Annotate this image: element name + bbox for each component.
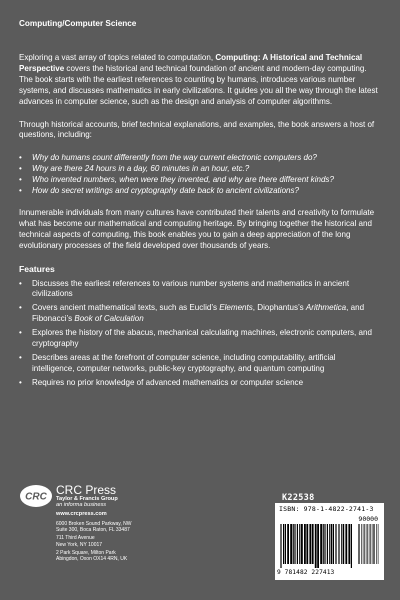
barcode-bar (367, 524, 368, 564)
barcode-bar (329, 524, 330, 564)
publisher-group: Taylor & Francis Group (56, 496, 118, 502)
address-new-york (56, 535, 179, 547)
book-arithmetica: Arithmetica (305, 303, 347, 313)
innumerable-paragraph: Innumerable individuals from many cultures have contributed their talents and creativity to formulate what has become our mathematical and computing heritage. By bringing together the historical and technical aspects of computing, this book enables you to gain a deep appreciation of the long evolutionary processes of the field developed over thousands of years. (19, 207, 375, 250)
barcode-bar (364, 524, 365, 564)
book-elements: Elements (219, 303, 253, 313)
barcode-bar (361, 524, 362, 564)
barcode-bar (378, 524, 379, 564)
barcode-bar (309, 524, 311, 564)
barcode-bar (306, 524, 308, 564)
barcode-bar (370, 524, 371, 564)
isbn-label: ISBN: 978-1-4822-2741-3 (279, 505, 374, 513)
barcode-bar (304, 524, 306, 564)
barcode-bar (341, 524, 342, 564)
barcode-bar (339, 524, 340, 564)
barcode-bars (279, 524, 353, 568)
question-item: • How do secret writings and cryptography date back to ancient civilizations? (19, 186, 379, 197)
barcode-bar (345, 524, 347, 564)
barcode-bar (359, 524, 360, 564)
features-heading: Features (19, 263, 55, 274)
question-item: • Why do humans count differently from the way current electronic computers do? (19, 153, 379, 164)
address-line: Suite 300, Boca Raton, FL 33487 (56, 527, 130, 534)
barcode-bar (280, 524, 281, 568)
barcode-bar (315, 524, 317, 568)
publisher-business: an informa business (56, 502, 107, 509)
barcode-bar (363, 524, 364, 564)
barcode-bar (366, 524, 367, 564)
barcode-bar (293, 524, 294, 564)
barcode-addon-bars (357, 524, 380, 564)
publisher-logo-row (19, 484, 179, 509)
intro-paragraph (19, 53, 379, 108)
barcode-bar (323, 524, 324, 564)
barcode-bar (301, 524, 303, 564)
barcode-bar (331, 524, 332, 564)
address-line: New York, NY 10017 (56, 541, 103, 548)
feature-item: • Discusses the earliest references to various number systems and mathematics in ancient civilizations (19, 279, 379, 301)
crc-logo-text: CRC (25, 491, 47, 503)
feature-item: • Explores the history of the abacus, mechanical calculating machines, electronic computers, and cryptography (19, 328, 379, 350)
feature-text: , and Fibonacci’s (32, 303, 365, 324)
barcode-bar (351, 524, 352, 568)
barcode-bar (312, 524, 314, 564)
intro-part1: Exploring a vast array of topics related to computation, (19, 53, 216, 62)
barcode-bar (376, 524, 377, 564)
barcode-bar (299, 524, 300, 564)
barcode-bar (320, 524, 322, 564)
barcode-bar (373, 524, 374, 564)
publisher-name-block (56, 484, 118, 509)
crc-logo (19, 484, 53, 508)
barcode-bar (287, 524, 289, 564)
question-item: • Why are there 24 hours in a day, 60 minutes in an hour, etc.? (19, 164, 379, 175)
barcode-bar (324, 524, 325, 564)
feature-text: Covers ancient mathematical texts, such as Euclid’s (32, 303, 220, 313)
publisher-url[interactable]: www.crcpress.com (56, 510, 107, 517)
question-item: • Who invented numbers, when were they invented, and why are there different kinds? (19, 175, 379, 186)
barcode-bar (290, 524, 292, 564)
book-title: Computing: A Historical and Technical Perspective (19, 53, 363, 73)
barcode-bar (374, 524, 375, 564)
price-code: 90000 (358, 515, 378, 523)
barcode-bar (281, 524, 282, 568)
features-list (19, 279, 379, 389)
barcode-bar (294, 524, 295, 564)
publisher-addresses (56, 521, 179, 562)
publisher-block (19, 484, 179, 564)
isbn-barcode (275, 503, 384, 580)
address-boca-raton (56, 521, 179, 533)
barcode-digits: 9 781482 227413 (277, 569, 335, 576)
address-line: 6000 Broken Sound Parkway, NW (56, 521, 132, 528)
questions-list (19, 153, 379, 197)
barcode-bar (317, 524, 319, 568)
barcode-bar (336, 524, 337, 564)
address-line: 2 Park Square, Milton Park (56, 549, 116, 556)
barcode-bar (338, 524, 339, 564)
address-line: Abingdon, Oxon OX14 4RN, UK (56, 556, 128, 563)
barcode-bar (333, 524, 334, 564)
k-number: K22538 (282, 493, 315, 503)
address-uk (56, 550, 179, 562)
back-cover-text (19, 53, 379, 392)
address-line: 711 Third Avenue (56, 535, 95, 542)
feature-item: • Requires no prior knowledge of advanced mathematics or computer science (19, 378, 379, 389)
barcode-bar (285, 524, 286, 564)
barcode-bar (358, 524, 359, 564)
barcode-bar (369, 524, 370, 564)
barcode-bar (348, 524, 350, 564)
barcode-bar (297, 524, 298, 564)
barcode-bar (327, 524, 328, 564)
feature-item: • Describes areas at the forefront of computer science, including computability, artificial intelligence, computer networks, public-key cryptography, and quantum computing (19, 353, 379, 375)
intro-part2: covers the historical and technical foundation of ancient and modern-day computing. The book starts with the earliest references to counting by humans, introduces various number systems, and discusses mathematics in early civilizations. It guides you all the way through the latest advances in computer science, such as the design and analysis of computer algorithms. (19, 63, 378, 106)
barcode-bar (283, 524, 284, 564)
feature-item (19, 303, 379, 325)
book-of-calculation: Book of Calculation (74, 314, 144, 324)
barcode-bar (372, 524, 373, 564)
barcode-bar (335, 524, 336, 564)
category-label: Computing/Computer Science (19, 19, 137, 28)
barcode-bar (343, 524, 344, 564)
feature-text: , Diophantus’s (252, 303, 306, 313)
through-paragraph: Through historical accounts, brief technical explanations, and examples, the book answers a host of questions, including: (19, 119, 375, 140)
publisher-name: CRC Press (56, 483, 117, 497)
